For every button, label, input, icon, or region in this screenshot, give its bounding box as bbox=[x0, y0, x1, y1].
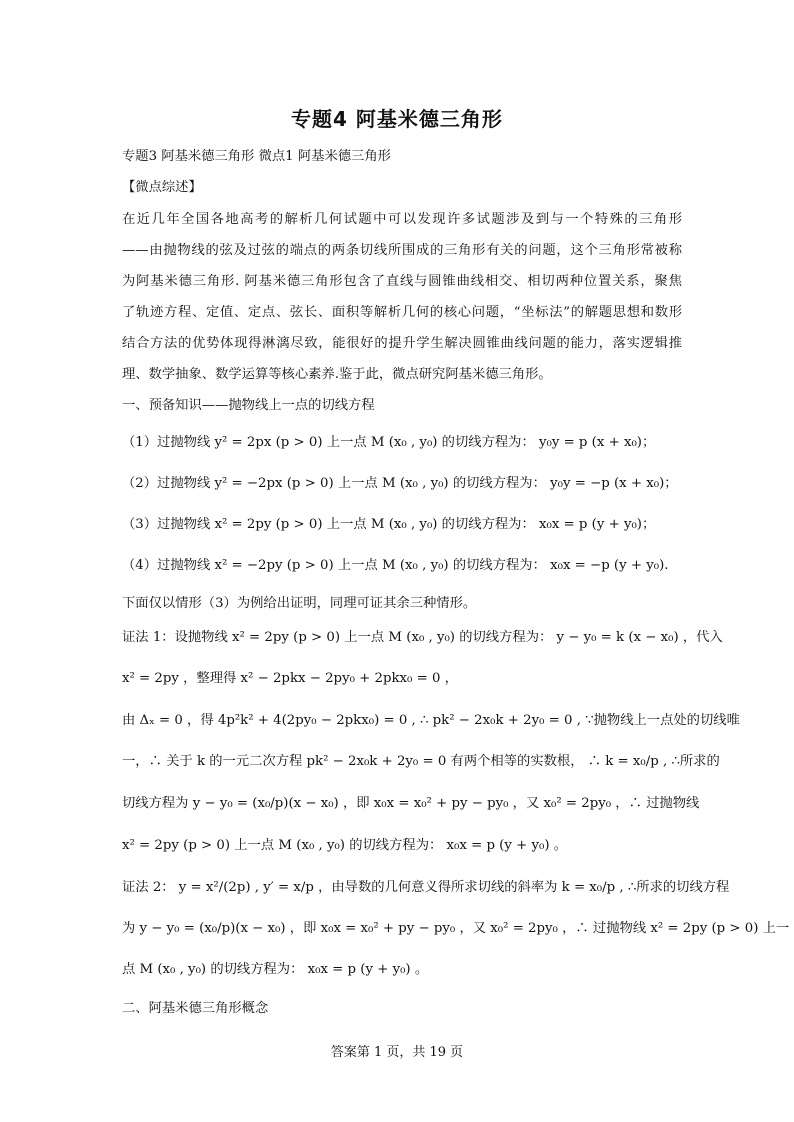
tangent-case: （2）过抛物线 y² = −2px (p > 0) 上一点 M (x₀ , y₀) 的切线方程为： y₀y = −p (x + x₀)； bbox=[122, 476, 678, 491]
subheading: 专题3 阿基米德三角形 微点1 阿基米德三角形 bbox=[122, 149, 391, 164]
section-heading: 一、预备知识——抛物线上一点的切线方程 bbox=[122, 398, 375, 413]
intro-line: 了轨迹方程、定值、定点、弦长、面积等解析几何的核心问题，“坐标法”的解题思想和数形 bbox=[122, 305, 682, 320]
proof-intro: 下面仅以情形（3）为例给出证明，同理可证其余三种情形。 bbox=[122, 596, 477, 611]
intro-line: 在近几年全国各地高考的解析几何试题中可以发现许多试题涉及到与一个特殊的三角形 bbox=[122, 212, 682, 227]
proof1-line: 由 Δₓ = 0 ，得 4p²k² + 4(2py₀ − 2pkx₀) = 0 , ∴ pk² − 2x₀k + 2y₀ = 0 , ∵抛物线上一点处的切线唯 bbox=[122, 713, 740, 728]
proof1-line: 证法 1：设抛物线 x² = 2py (p > 0) 上一点 M (x₀ , y₀) 的切线方程为： y − y₀ = k (x − x₀) ，代入 bbox=[122, 630, 723, 645]
page-footer: 答案第 1 页，共 19 页 bbox=[330, 1045, 464, 1060]
proof1-line: 切线方程为 y − y₀ = (x₀/p)(x − x₀) ，即 x₀x = x₀² + py − py₀ ，又 x₀² = 2py₀ ，∴ 过抛物线 bbox=[122, 796, 700, 811]
proof2-line: 证法 2： y = x²/(2p) , y′ = x/p ，由导数的几何意义得所求切线的斜率为 k = x₀/p , ∴所求的切线方程 bbox=[122, 880, 730, 895]
tangent-case: （1）过抛物线 y² = 2px (p > 0) 上一点 M (x₀ , y₀) 的切线方程为： y₀y = p (x + x₀)； bbox=[122, 435, 656, 450]
tangent-case: （3）过抛物线 x² = 2py (p > 0) 上一点 M (x₀ , y₀) 的切线方程为： x₀x = p (y + y₀)； bbox=[122, 517, 656, 532]
section-heading: 二、阿基米德三角形概念 bbox=[122, 1001, 269, 1016]
proof2-line: 点 M (x₀ , y₀) 的切线方程为： x₀x = p (y + y₀) 。 bbox=[122, 962, 429, 977]
proof1-line: 一，∴ 关于 k 的一元二次方程 pk² − 2x₀k + 2y₀ = 0 有两个相等的实数根， ∴ k = x₀/p , ∴所求的 bbox=[122, 754, 720, 769]
proof2-line: 为 y − y₀ = (x₀/p)(x − x₀) ，即 x₀x = x₀² + py − py₀ ，又 x₀² = 2py₀ ，∴ 过抛物线 x² = 2py (p > 0) 上一 bbox=[122, 921, 790, 936]
page-title: 专题4 阿基米德三角形 bbox=[291, 107, 503, 131]
section-tag: 【微点综述】 bbox=[122, 180, 202, 195]
intro-line: 理、数学抽象、数学运算等核心素养.鉴于此，微点研究阿基米德三角形。 bbox=[122, 367, 552, 382]
tangent-case: （4）过抛物线 x² = −2py (p > 0) 上一点 M (x₀ , y₀) 的切线方程为： x₀x = −p (y + y₀). bbox=[122, 558, 669, 573]
proof1-line: x² = 2py ，整理得 x² − 2pkx − 2py₀ + 2pkx₀ = 0 ， bbox=[122, 671, 458, 686]
proof1-line: x² = 2py (p > 0) 上一点 M (x₀ , y₀) 的切线方程为： x₀x = p (y + y₀) 。 bbox=[122, 838, 568, 853]
intro-line: 为阿基米德三角形. 阿基米德三角形包含了直线与圆锥曲线相交、相切两种位置关系，聚焦 bbox=[122, 274, 682, 289]
intro-line: ——由抛物线的弦及过弦的端点的两条切线所围成的三角形有关的问题，这个三角形常被称 bbox=[122, 243, 682, 258]
intro-line: 结合方法的优势体现得淋漓尽致，能很好的提升学生解决圆锥曲线问题的能力，落实逻辑推 bbox=[122, 336, 682, 351]
